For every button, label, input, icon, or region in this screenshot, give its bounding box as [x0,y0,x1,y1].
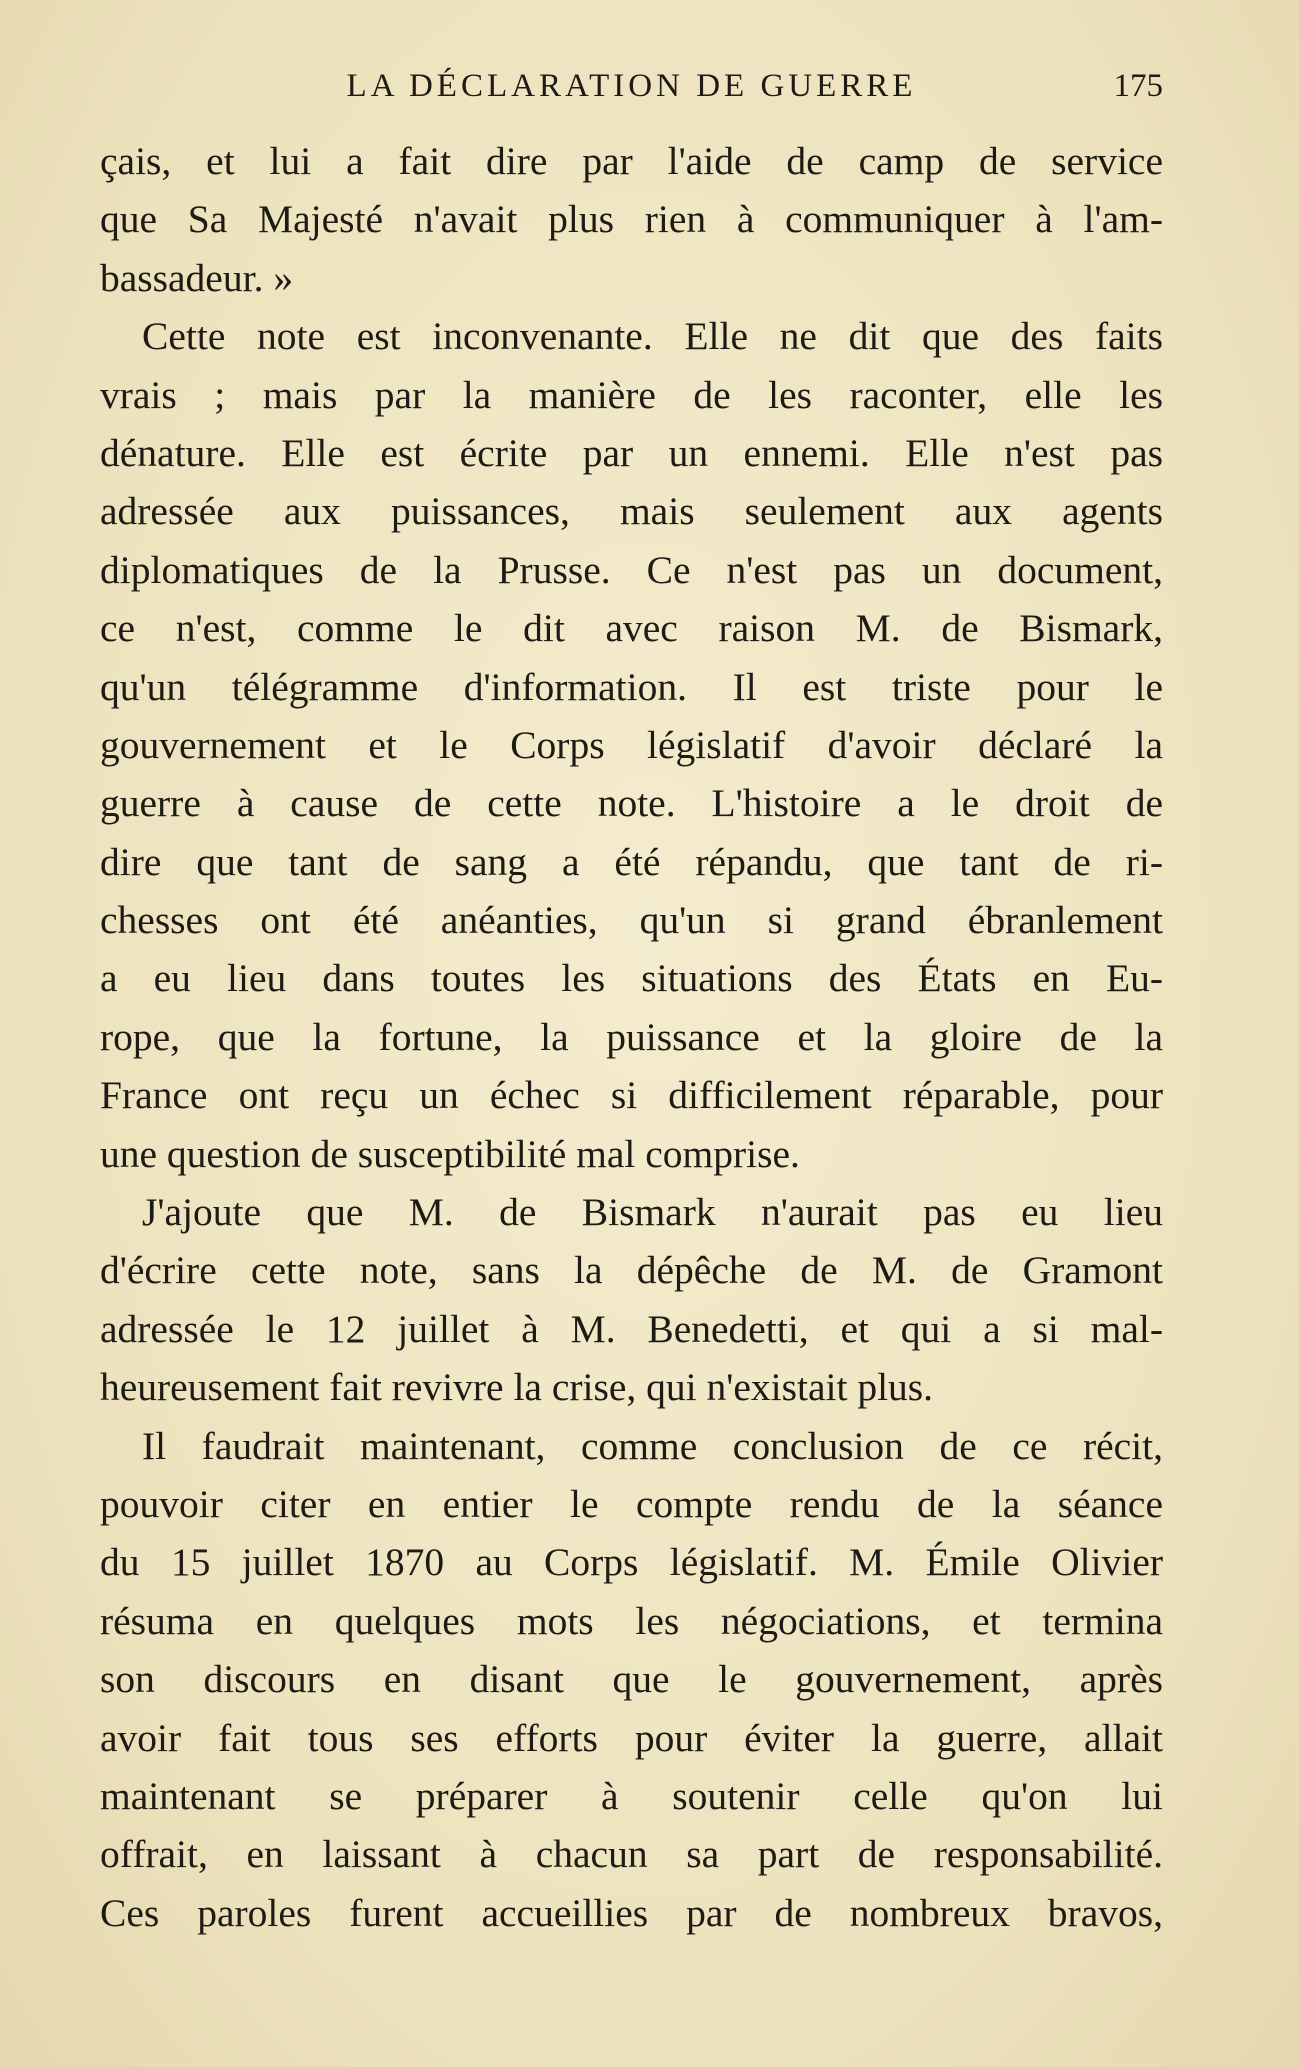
page-number: 175 [1113,68,1163,104]
paragraph [100,132,1163,307]
paragraph [100,1183,1163,1417]
running-head [100,58,1163,114]
text-line: çais, et lui a fait dire par l'aide de camp de service [100,139,1163,183]
text-line: son discours en disant que le gouvernement, après [100,1657,1163,1702]
body-text [100,132,1163,1942]
paragraph [100,1417,1163,1943]
text-line: adressée aux puissances, mais seulement aux agents [100,489,1163,534]
text-line: que Sa Majesté n'avait plus rien à communiquer à l'am- [100,197,1163,242]
text-line: du 15 juillet 1870 au Corps législatif. M. Émile Olivier [100,1540,1163,1585]
text-line: avoir fait tous ses efforts pour éviter la guerre, allait [100,1715,1163,1760]
text-line: rope, que la fortune, la puissance et la gloire de la [100,1014,1163,1059]
text-line: dire que tant de sang a été répandu, que tant de ri- [100,839,1163,884]
text-line: bassadeur. » [100,255,294,300]
text-line: Cette note est inconvenante. Elle ne dit que des faits [142,314,1163,359]
text-line: guerre à cause de cette note. L'histoire a le droit de [100,781,1163,826]
text-line: diplomatiques de la Prusse. Ce n'est pas un document, [100,547,1163,592]
text-line: pouvoir citer en entier le compte rendu de la séance [100,1481,1163,1526]
text-line: qu'un télégramme d'information. Il est triste pour le [100,664,1163,709]
paragraph [100,307,1163,1183]
text-line: résuma en quelques mots les négociations, et termina [100,1598,1163,1643]
text-line: une question de susceptibilité mal comprise. [100,1131,800,1176]
text-line: d'écrire cette note, sans la dépêche de M. de Gramont [100,1248,1163,1293]
text-line: maintenant se préparer à soutenir celle qu'on lui [100,1773,1163,1818]
text-line: vrais ; mais par la manière de les raconter, elle les [100,372,1163,417]
text-line: offrait, en laissant à chacun sa part de responsabilité. [100,1832,1163,1877]
text-line: gouvernement et le Corps législatif d'avoir déclaré la [100,722,1163,767]
text-line: Ces paroles furent accueillies par de nombreux bravos, [100,1890,1163,1935]
text-line: J'ajoute que M. de Bismark n'aurait pas eu lieu [142,1190,1163,1235]
text-line: chesses ont été anéanties, qu'un si grand ébranlement [100,898,1163,943]
text-line: a eu lieu dans toutes les situations des États en Eu- [100,956,1163,1001]
text-line: France ont reçu un échec si difficilement réparable, pour [100,1073,1163,1118]
text-line: Il faudrait maintenant, comme conclusion de ce récit, [142,1423,1163,1468]
running-title: LA DÉCLARATION DE GUERRE [346,68,917,104]
text-line: heureusement fait revivre la crise, qui n'existait plus. [100,1365,934,1410]
text-line: dénature. Elle est écrite par un ennemi. Elle n'est pas [100,430,1163,475]
text-line: adressée le 12 juillet à M. Benedetti, et qui a si mal- [100,1306,1163,1351]
text-line: ce n'est, comme le dit avec raison M. de Bismark, [100,606,1163,651]
